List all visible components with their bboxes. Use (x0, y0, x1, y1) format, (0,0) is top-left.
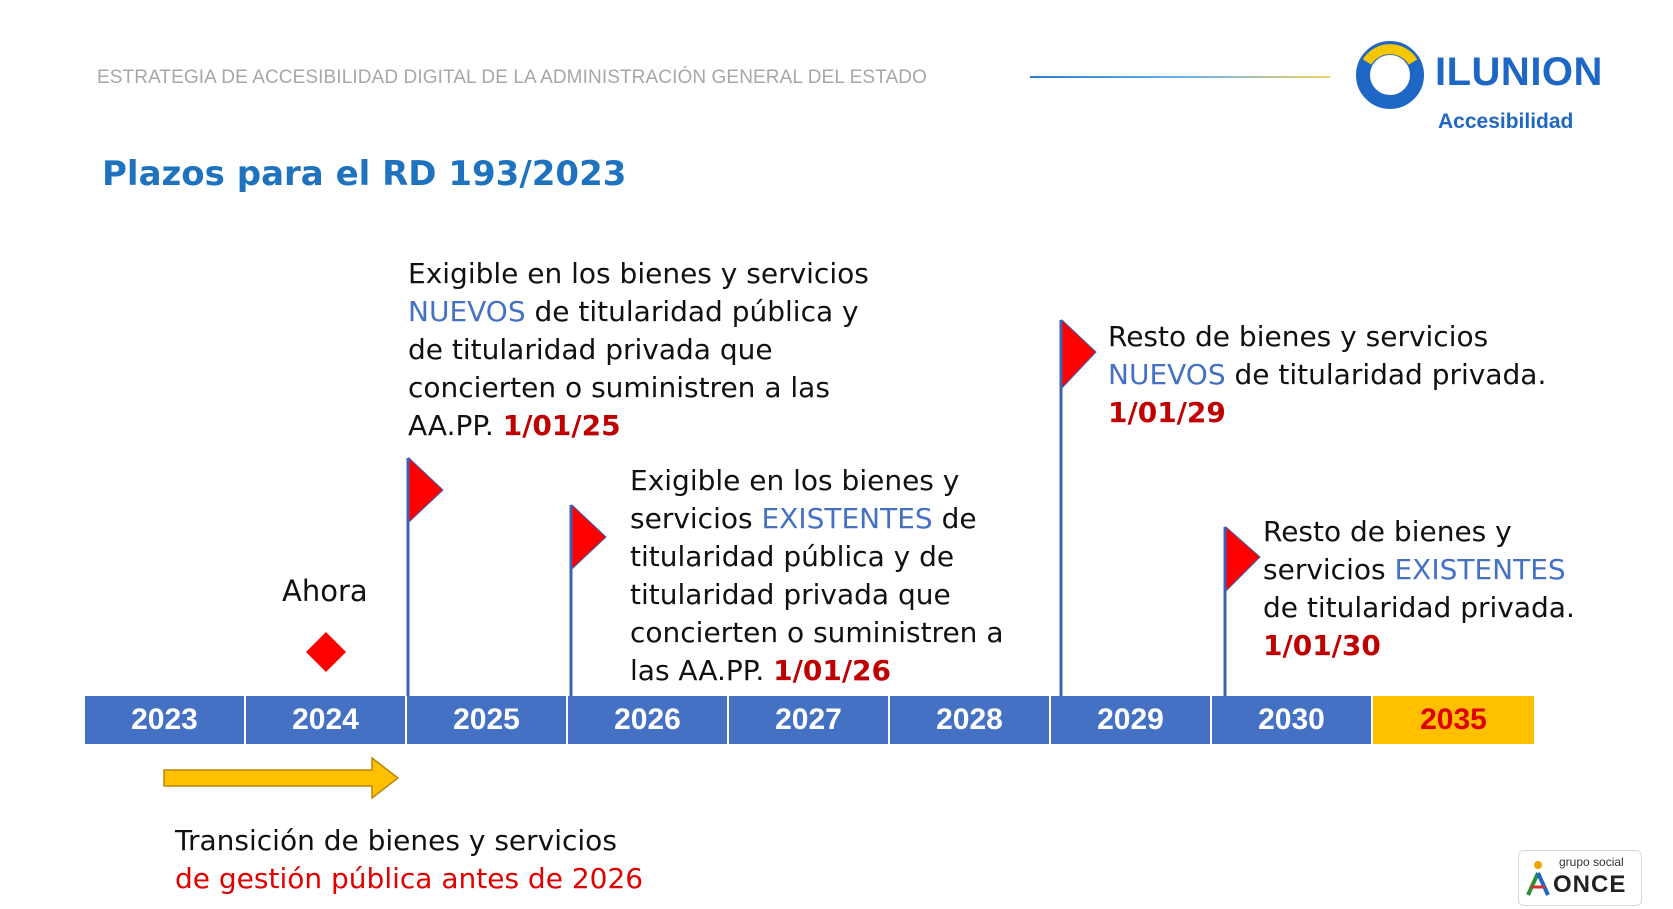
header-divider (1030, 76, 1330, 78)
milestone-2026-text: Exigible en los bienes y servicios EXISTENTES de titularidad pública y de titularidad privada que concierten o suministren a las AA.PP. 1/01/26 (630, 464, 1004, 687)
slide-title: Plazos para el RD 193/2023 (102, 154, 627, 194)
year-2025: 2025 (407, 696, 568, 744)
ilunion-wordmark: ILUNION (1435, 50, 1603, 94)
milestone-2029-date: 1/01/29 (1108, 396, 1226, 429)
ilunion-ring-icon (1355, 40, 1425, 110)
once-wordmark: ONCE (1553, 871, 1627, 898)
year-2028: 2028 (890, 696, 1051, 744)
milestone-2030-date: 1/01/30 (1263, 629, 1381, 662)
transition-text: Transición de bienes y servicios de gestión pública antes de 2026 (175, 824, 644, 895)
timeline-bar (85, 696, 1534, 744)
ilunion-subtitle: Accesibilidad (1438, 110, 1574, 133)
now-label: Ahora (282, 574, 368, 608)
year-2024: 2024 (246, 696, 407, 744)
once-small-text: grupo social (1559, 855, 1624, 869)
now-diamond-icon (306, 632, 346, 672)
year-2023: 2023 (85, 696, 246, 744)
year-2030: 2030 (1212, 696, 1373, 744)
year-2029: 2029 (1051, 696, 1212, 744)
once-logo (1518, 850, 1642, 906)
milestone-2025-date: 1/01/25 (502, 409, 621, 442)
milestone-2029-text: Resto de bienes y servicios NUEVOS de titularidad privada. 1/01/29 (1108, 318, 1546, 432)
once-figure-icon (1525, 859, 1551, 899)
flag-2029 (1058, 320, 1098, 700)
milestone-2026-date: 1/01/26 (773, 654, 892, 687)
milestone-2025-text: Exigible en los bienes y servicios NUEVOS de titularidad pública y de titularidad privada que concierten o suministren a las AA.PP. 1/01/25 (408, 257, 869, 442)
ilunion-logo (1355, 40, 1635, 140)
flag-2025 (405, 458, 445, 700)
milestone-2030-text: Resto de bienes y servicios EXISTENTES de titularidad privada. 1/01/30 (1263, 513, 1575, 665)
transition-arrow-icon (162, 756, 402, 800)
year-2035: 2035 (1373, 696, 1534, 744)
year-2026: 2026 (568, 696, 729, 744)
flag-2030 (1222, 527, 1262, 700)
year-2027: 2027 (729, 696, 890, 744)
header-title: ESTRATEGIA DE ACCESIBILIDAD DIGITAL DE LA ADMINISTRACIÓN GENERAL DEL ESTADO (97, 67, 927, 88)
flag-2026 (568, 505, 608, 700)
